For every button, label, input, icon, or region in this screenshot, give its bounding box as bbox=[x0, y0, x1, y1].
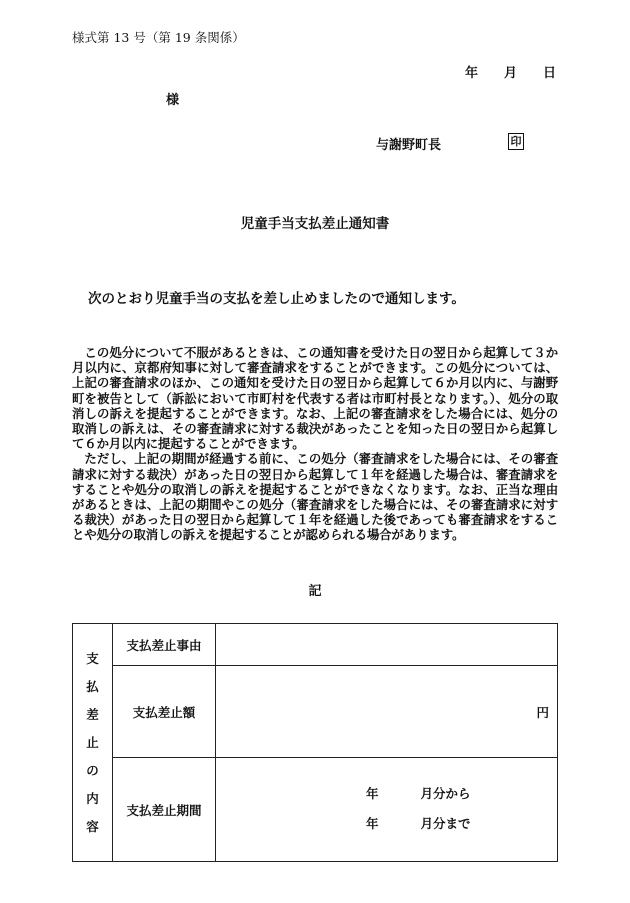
notice-text: 次のとおり児童手当の支払を差し止めましたので通知します。 bbox=[88, 291, 465, 307]
reason-label: 支払差止事由 bbox=[113, 624, 216, 666]
period-from bbox=[366, 784, 471, 802]
side-char: 止 bbox=[86, 734, 99, 750]
side-char: 差 bbox=[86, 706, 99, 722]
period-to-year: 年 bbox=[366, 816, 379, 831]
document-title: 児童手当支払差止通知書 bbox=[240, 216, 390, 232]
addressee-suffix: 様 bbox=[166, 93, 180, 108]
yen-unit: 円 bbox=[536, 704, 549, 720]
side-char: の bbox=[86, 762, 99, 778]
appeal-paragraph-2: ただし、上記の期間が経過する前に、この処分（審査請求をした場合には、その審査請求に対する裁決）があった日の翌日から起算して１年を経過した場合は、審査請求をすることや処分の取消しの訴えを提起することができなくなります。なお、正当な理由があるときは、上記の期間やこの処分（審査請求をした場合には、その審査請求に対する裁決）があった日の翌日から起算して１年を経過した後であっても審査請求をすることや処分の取消しの訴えを提起することが認められる場合があります。 bbox=[72, 451, 558, 543]
reason-value bbox=[216, 624, 558, 666]
amount-label: 支払差止額 bbox=[113, 666, 216, 758]
ki-heading: 記 bbox=[308, 584, 322, 599]
form-number: 様式第 13 号（第 19 条関係） bbox=[72, 30, 245, 45]
seal-mark: 印 bbox=[508, 133, 524, 150]
side-char: 払 bbox=[86, 678, 99, 694]
side-char: 内 bbox=[86, 790, 99, 806]
date-year: 年 bbox=[464, 66, 478, 81]
period-from-month: 月分から bbox=[420, 786, 471, 801]
period-from-year: 年 bbox=[366, 786, 379, 801]
suspension-details-table bbox=[72, 623, 558, 862]
side-char: 支 bbox=[86, 650, 99, 666]
period-value bbox=[216, 758, 558, 862]
appeal-instructions bbox=[72, 345, 558, 543]
amount-value bbox=[216, 666, 558, 758]
side-label bbox=[73, 624, 113, 862]
appeal-paragraph-1: この処分について不服があるときは、この通知書を受けた日の翌日から起算して３か月以内に、京都府知事に対して審査請求をすることができます。この処分については、上記の審査請求のほか、この通知を受けた日の翌日から起算して６か月以内に、与謝野町を被告として（訴訟において市町村を代表する者は市町村長となります。）、処分の取消しの訴えを提起することができます。なお、上記の審査請求をした場合には、処分の取消しの訴えは、その審査請求に対する裁決があったことを知った日の翌日から起算して６か月以内に提起することができます。 bbox=[72, 345, 558, 452]
date-month: 月 bbox=[503, 66, 517, 81]
date-day: 日 bbox=[542, 66, 556, 81]
period-to bbox=[366, 814, 471, 832]
period-to-month: 月分まで bbox=[420, 816, 471, 831]
date-line bbox=[465, 62, 556, 81]
issuer-name: 与謝野町長 bbox=[376, 138, 442, 153]
side-char: 容 bbox=[86, 818, 99, 834]
period-label: 支払差止期間 bbox=[113, 758, 216, 862]
